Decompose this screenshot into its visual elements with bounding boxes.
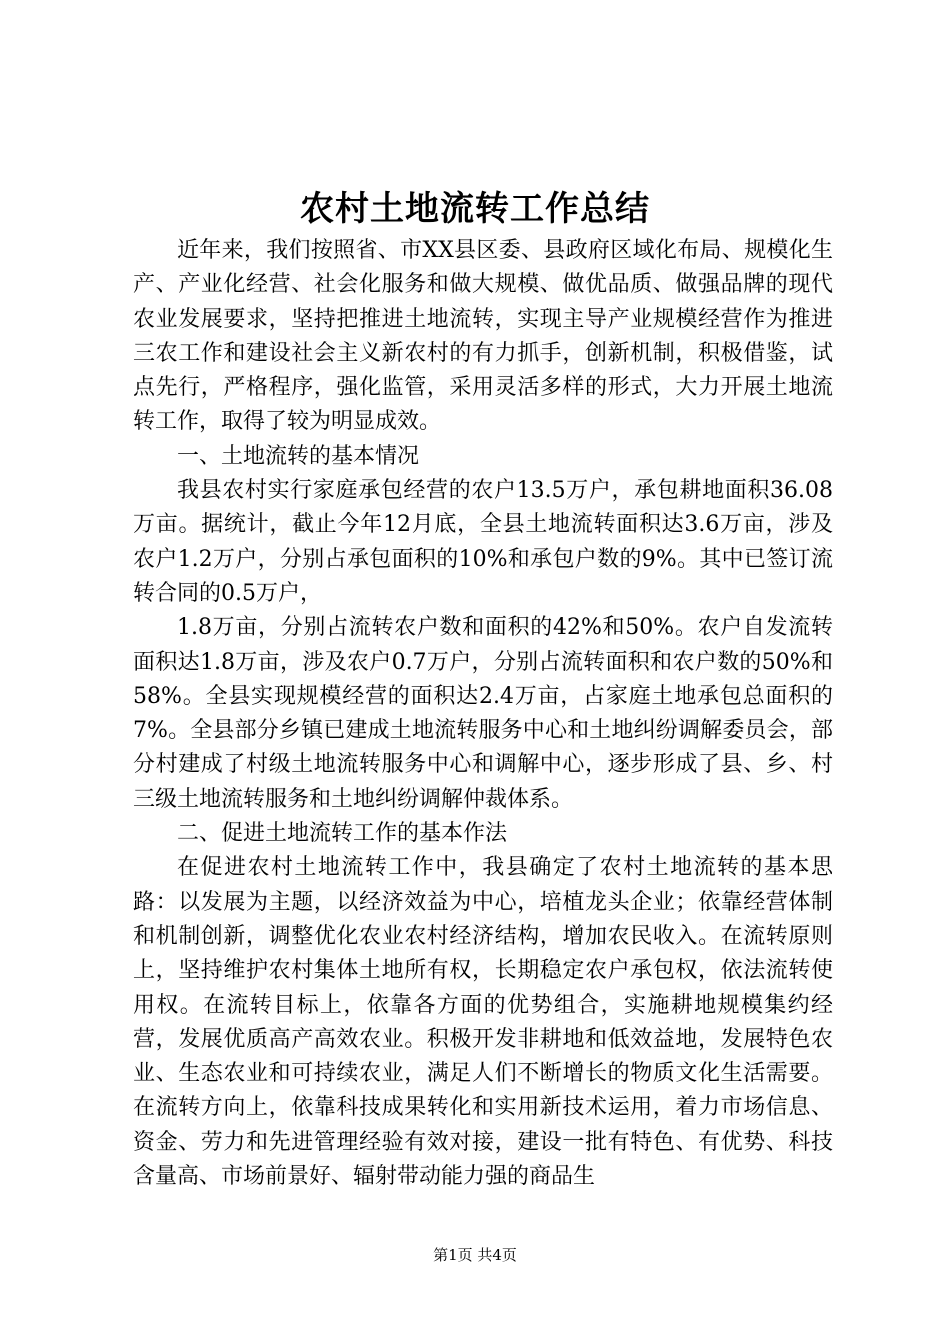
document-title: 农村土地流转工作总结 [300,189,650,229]
page-footer: 第1页 共4页 [433,1246,517,1264]
methods-paragraph: 在促进农村土地流转工作中，我县确定了农村土地流转的基本思路：以发展为主题，以经济效益为中心，培植龙头企业；依靠经营体制和机制创新，调整优化农业农村经济结构，增加农民收入。在流转原则上，坚持维护农村集体土地所有权，长期稳定农户承包权，依法流转使用权。在流转目标上，依靠各方面的优势组合，实施耕地规模集约经营，发展优质高产高效农业。积极开发非耕地和低效益地，发展特色农业、生态农业和可持续农业，满足人们不断增长的物质文化生活需要。在流转方向上，依靠科技成果转化和实用新技术运用，着力市场信息、资金、劳力和先进管理经验有效对接，建设一批有特色、有优势、科技含量高、市场前景好、辐射带动能力强的商品生 [133,855,833,1190]
section-heading-1: 一、土地流转的基本情况 [177,443,420,469]
section-heading-2: 二、促进土地流转工作的基本作法 [177,821,508,847]
statistics-paragraph: 1.8万亩，分别占流转农户数和面积的42%和50%。农户自发流转面积达1.8万亩，涉及农户0.7万户，分别占流转面积和农户数的50%和58%。全县实现规模经营的面积达2.4万亩，占家庭土地承包总面积的7%。全县部分乡镇已建成土地流转服务中心和土地纠纷调解委员会，部分村建成了村级土地流转服务中心和调解中心，逐步形成了县、乡、村三级土地流转服务和土地纠纷调解仲裁体系。 [133,615,833,812]
document-body [133,234,833,1194]
intro-paragraph: 近年来，我们按照省、市XX县区委、县政府区域化布局、规模化生产、产业化经营、社会化服务和做大规模、做优品质、做强品牌的现代农业发展要求，坚持把推进土地流转，实现主导产业规模经营作为推进三农工作和建设社会主义新农村的有力抓手，创新机制，积极借鉴，试点先行，严格程序，强化监管，采用灵活多样的形式，大力开展土地流转工作，取得了较为明显成效。 [133,238,833,435]
basic-situation-paragraph: 我县农村实行家庭承包经营的农户13.5万户，承包耕地面积36.08万亩。据统计，截止今年12月底，全县土地流转面积达3.6万亩，涉及农户1.2万户，分别占承包面积的10%和承包户数的9%。其中已签订流转合同的0.5万户， [133,478,833,606]
